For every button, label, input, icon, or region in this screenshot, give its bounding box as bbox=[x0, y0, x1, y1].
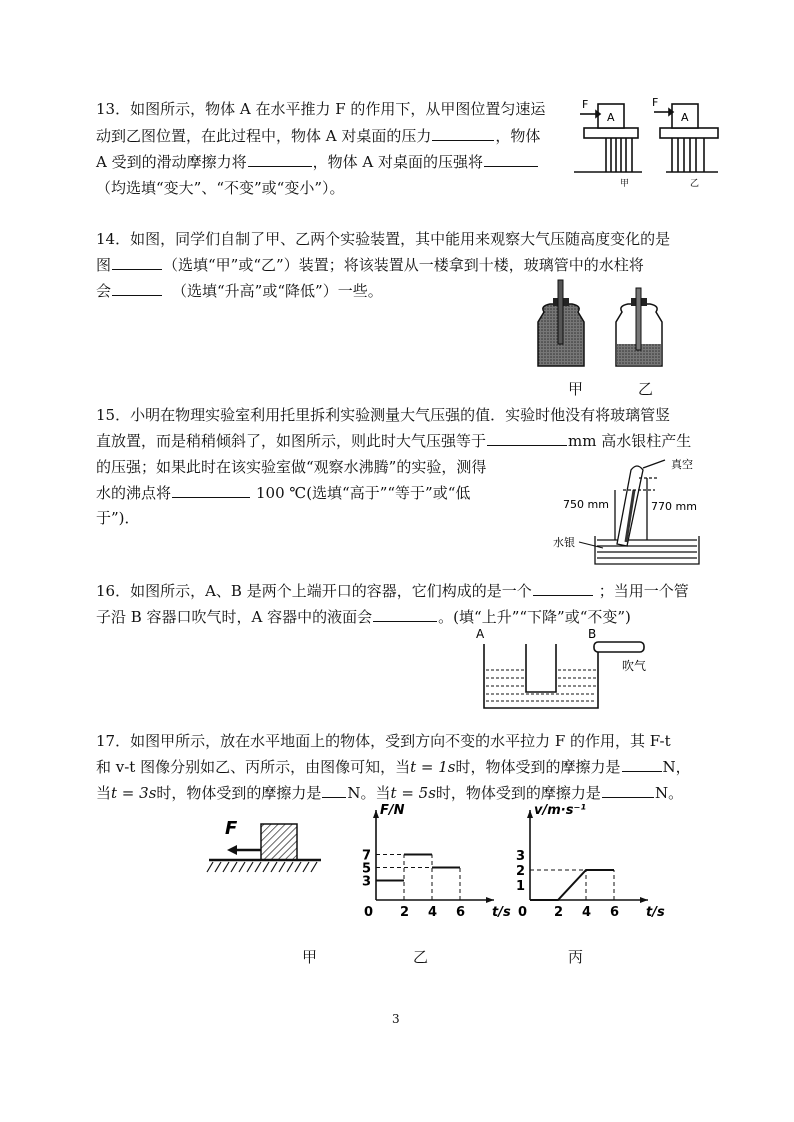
q16-label-blow: 吹气 bbox=[622, 659, 647, 673]
x-tick-label: 4 bbox=[582, 905, 592, 920]
q13-label-A1: A bbox=[607, 111, 615, 124]
x-tick-label: 6 bbox=[610, 905, 620, 920]
q15-line2 bbox=[96, 431, 691, 451]
q17-text: N。当 bbox=[347, 784, 391, 802]
q13-label-A2: A bbox=[681, 111, 689, 124]
q15-text: mm 高水银柱产生 bbox=[568, 432, 692, 450]
x-tick-label: 0 bbox=[364, 905, 374, 920]
y-axis-label: v/m·s⁻¹ bbox=[534, 803, 586, 818]
q14-caption-yi: 乙 bbox=[638, 380, 654, 398]
x-tick-label: 2 bbox=[554, 905, 564, 920]
q13-line2 bbox=[96, 126, 540, 146]
q15-blank-mm[interactable] bbox=[487, 431, 567, 446]
q15-text: 水的沸点将 bbox=[96, 484, 172, 502]
q17-label-F: F bbox=[225, 818, 238, 839]
q14-text: 图 bbox=[96, 256, 112, 274]
q16-text: 子沿 B 容器口吹气时，A 容器中的液面会 bbox=[96, 608, 373, 626]
q15-blank-boiling[interactable] bbox=[172, 483, 250, 498]
x-axis-label: t/s bbox=[646, 905, 665, 920]
q16-blank-level[interactable] bbox=[373, 607, 437, 622]
q13-caption-yi: 乙 bbox=[690, 179, 700, 189]
y-tick-label: 1 bbox=[516, 879, 526, 894]
q17-text: 当 bbox=[96, 784, 112, 802]
q15-label-770: 770 mm bbox=[651, 500, 697, 513]
q17-math: t = 3s bbox=[111, 784, 157, 802]
q13-label-F2: F bbox=[652, 96, 659, 109]
q17-math: t = 1s bbox=[410, 758, 456, 776]
q17-text: N， bbox=[662, 758, 691, 776]
q14-blank-device[interactable] bbox=[112, 255, 162, 270]
q15-label-750: 750 mm bbox=[563, 498, 609, 511]
y-axis-arrow-icon bbox=[527, 810, 533, 818]
q17-line2 bbox=[96, 757, 691, 777]
x-axis-label: t/s bbox=[492, 905, 511, 920]
q17-blank-t5[interactable] bbox=[602, 783, 654, 798]
q14-caption-jia: 甲 bbox=[568, 380, 584, 398]
q15-label-vacuum: 真空 bbox=[671, 458, 693, 471]
x-tick-label: 6 bbox=[456, 905, 466, 920]
q16-text: 16．如图所示，A、B 是两个上端开口的容器，它们构成的是一个 bbox=[96, 582, 532, 600]
q13-line1: 13．如图所示，物体 A 在水平推力 F 的作用下，从甲图位置匀速运 bbox=[96, 100, 546, 118]
q17-text: 时，物体受到的摩擦力是 bbox=[455, 758, 621, 776]
q17-line1: 17．如图甲所示，放在水平地面上的物体，受到方向不变的水平拉力 F 的作用，其 F-t bbox=[96, 732, 671, 750]
q17-blank-t3[interactable] bbox=[322, 783, 346, 798]
data-line bbox=[530, 870, 614, 900]
q16-text: 。(填“上升”“下降”或“不变”) bbox=[438, 608, 631, 626]
q15-figure bbox=[553, 458, 713, 568]
q13-label-F1: F bbox=[582, 98, 589, 111]
q14-text: 会 bbox=[96, 282, 112, 300]
q17-math: t = 5s bbox=[390, 784, 436, 802]
q15-line1: 15．小明在物理实验室利用托里拆利实验测量大气压强的值．实验时他没有将玻璃管竖 bbox=[96, 406, 671, 424]
q13-text: ，物体 A 对桌面的压强将 bbox=[312, 153, 483, 171]
y-axis-label: F/N bbox=[380, 803, 405, 818]
q14-text: （选填“升高”或“降低”）一些。 bbox=[172, 282, 383, 300]
q13-text: 动到乙图位置，在此过程中，物体 A 对桌面的压力 bbox=[96, 127, 432, 145]
q16-label-A: A bbox=[476, 627, 485, 641]
y-tick-label: 3 bbox=[516, 849, 526, 864]
q16-line1 bbox=[96, 581, 689, 601]
q15-label-mercury: 水银 bbox=[553, 536, 575, 549]
q14-line3 bbox=[96, 281, 383, 301]
q15-line3: 的压强；如果此时在该实验室做“观察水沸腾”的实验，测得 bbox=[96, 458, 487, 476]
q16-line2 bbox=[96, 607, 631, 627]
q14-line2 bbox=[96, 255, 644, 275]
q13-text: A 受到的滑动摩擦力将 bbox=[96, 153, 247, 171]
q15-line5: 于”)． bbox=[96, 509, 140, 527]
arrow-left-icon bbox=[227, 845, 237, 855]
q17-chart-vt bbox=[506, 800, 666, 920]
x-tick-label: 0 bbox=[518, 905, 528, 920]
q16-blank-container[interactable] bbox=[533, 581, 593, 596]
q17-text: N。 bbox=[654, 784, 684, 802]
y-tick-label: 7 bbox=[362, 848, 372, 864]
q13-caption-jia: 甲 bbox=[620, 179, 630, 189]
page-number: 3 bbox=[392, 1012, 400, 1026]
q15-line4 bbox=[96, 483, 470, 503]
q14-figure bbox=[520, 278, 680, 374]
q15-text: 直放置，而是稍稍倾斜了，如图所示，则此时大气压强等于 bbox=[96, 432, 487, 450]
q14-line1: 14．如图，同学们自制了甲、乙两个实验装置，其中能用来观察大气压随高度变化的是 bbox=[96, 230, 671, 248]
q13-text: ，物体 bbox=[495, 127, 541, 145]
y-axis-arrow-icon bbox=[373, 810, 379, 818]
q17-text: 和 v-t 图像分别如乙、丙所示，由图像可知，当 bbox=[96, 758, 411, 776]
q14-text: （选填“甲”或“乙”）装置；将该装置从一楼拿到十楼，玻璃管中的水柱将 bbox=[163, 256, 644, 274]
q13-figure bbox=[572, 92, 722, 188]
q17-text: 时，物体受到的摩擦力是 bbox=[435, 784, 601, 802]
q17-blank-t1[interactable] bbox=[622, 757, 662, 772]
q17-figure-jia bbox=[205, 812, 325, 886]
y-tick-label: 2 bbox=[516, 864, 526, 879]
q13-blank-pressure-force[interactable] bbox=[432, 126, 494, 141]
q17-caption-yi: 乙 bbox=[413, 948, 429, 966]
q17-chart-ft bbox=[352, 800, 511, 920]
x-tick-label: 4 bbox=[428, 905, 438, 920]
q17-caption-jia: 甲 bbox=[302, 948, 318, 966]
q15-text: 100 ℃(选填“高于”“等于”或“低 bbox=[256, 484, 471, 502]
x-tick-label: 2 bbox=[400, 905, 410, 920]
q16-text: ；当用一个管 bbox=[598, 582, 689, 600]
y-tick-label: 3 bbox=[362, 874, 372, 890]
q16-figure bbox=[470, 626, 670, 712]
y-tick-label: 5 bbox=[362, 861, 372, 877]
q17-caption-bing: 丙 bbox=[568, 948, 584, 966]
q16-label-B: B bbox=[588, 627, 597, 641]
q13-line3 bbox=[96, 152, 539, 172]
q17-text: 时，物体受到的摩擦力是 bbox=[156, 784, 322, 802]
q14-blank-water[interactable] bbox=[112, 281, 162, 296]
x-axis-arrow-icon bbox=[640, 897, 648, 903]
q13-blank-friction[interactable] bbox=[248, 152, 312, 167]
q13-blank-pressure[interactable] bbox=[484, 152, 538, 167]
x-axis-arrow-icon bbox=[486, 897, 494, 903]
q13-line4: （均选填“变大”、“不变”或“变小”）。 bbox=[96, 179, 345, 197]
